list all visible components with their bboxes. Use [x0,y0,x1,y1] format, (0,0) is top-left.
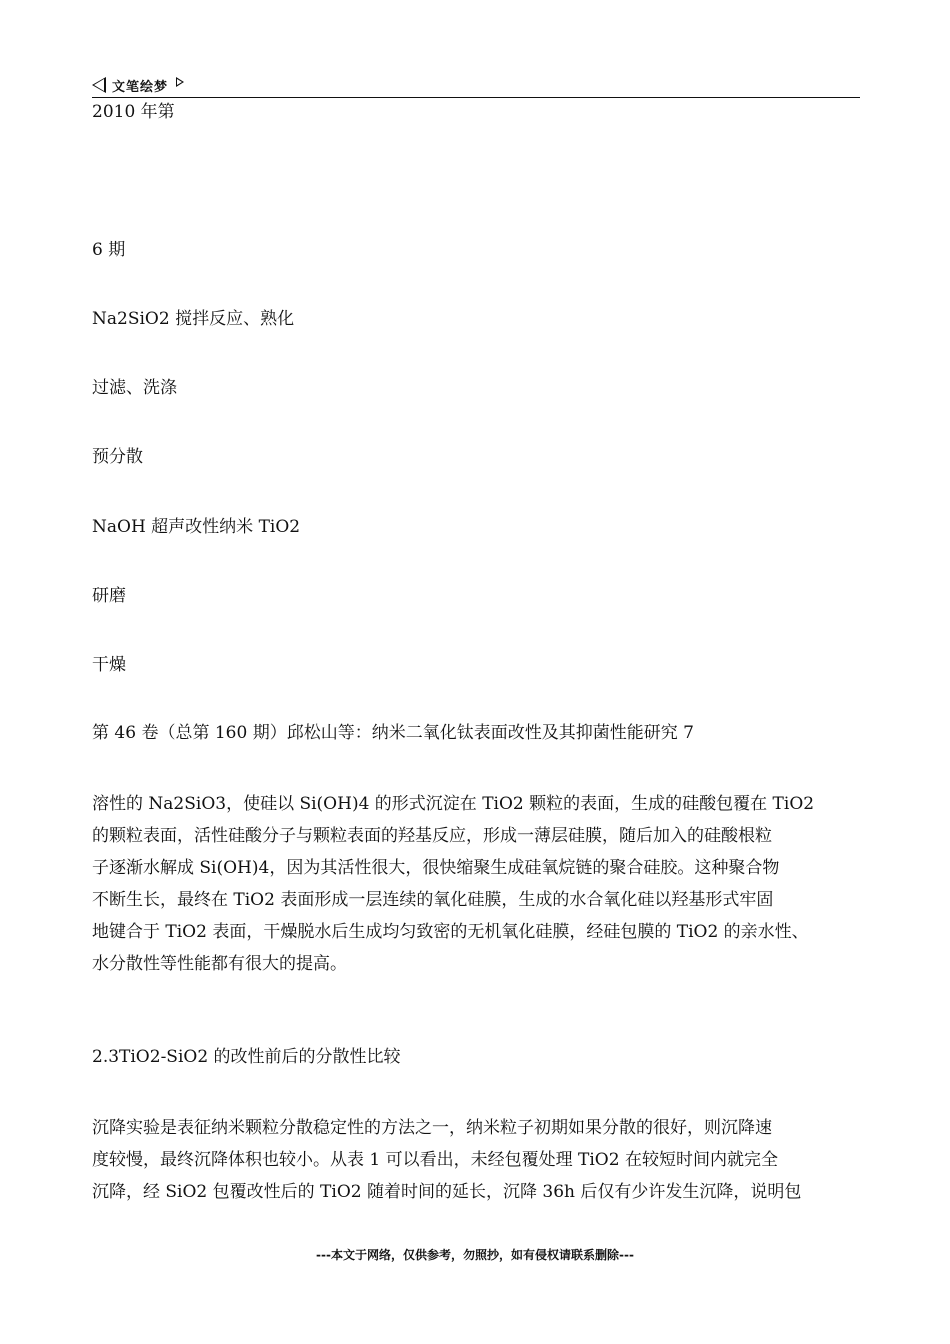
flow-step-predispersion: 预分散 [92,447,143,467]
body-paragraph-2 [92,1112,862,1208]
brand-name: 文笔绘梦 [112,79,169,95]
page-header [92,74,860,98]
flow-step-grinding: 研磨 [92,586,126,606]
paragraph-line: 度较慢，最终沉降体积也较小。从表 1 可以看出，未经包覆处理 TiO2 在较短时间内就完全 [92,1150,778,1170]
paragraph-line: 水分散性等性能都有很大的提高。 [92,954,347,974]
paragraph-line: 溶性的 Na2SiO3，使硅以 Si(OH)4 的形式沉淀在 TiO2 颗粒的表面，生成的硅酸包覆在 TiO2 [92,794,815,814]
year-label: 2010 年第 [92,102,175,122]
paragraph-line: 的颗粒表面，活性硅酸分子与颗粒表面的羟基反应，形成一薄层硅膜，随后加入的硅酸根粒 [92,826,772,846]
triangle-right-icon [176,77,184,87]
running-head: 第 46 卷（总第 160 期）邱松山等：纳米二氧化钛表面改性及其抑菌性能研究 7 [92,723,694,743]
paragraph-line: 子逐渐水解成 Si(OH)4，因为其活性很大，很快缩聚生成硅氧烷链的聚合硅胶。这种聚合物 [92,858,780,878]
header-brand [92,74,184,96]
paragraph-line: 不断生长，最终在 TiO2 表面形成一层连续的氧化硅膜，生成的水合氧化硅以羟基形式牢固 [92,890,774,910]
section-heading: 2.3TiO2-SiO2 的改性前后的分散性比较 [92,1047,401,1067]
triangle-left-icon [92,77,106,93]
paragraph-line: 沉降实验是表征纳米颗粒分散稳定性的方法之一，纳米粒子初期如果分散的很好，则沉降速 [92,1118,772,1138]
flow-step-filtering: 过滤、洗涤 [92,378,177,398]
flow-step-drying: 干燥 [92,655,126,675]
paragraph-line: 沉降，经 SiO2 包覆改性后的 TiO2 随着时间的延长，沉降 36h 后仅有少许发生沉降，说明包 [92,1182,802,1202]
flow-step-ultrasonic: NaOH 超声改性纳米 TiO2 [92,517,301,537]
header-divider [92,97,860,98]
body-paragraph-1 [92,788,862,980]
paragraph-line: 地键合于 TiO2 表面，干燥脱水后生成均匀致密的无机氧化硅膜，经硅包膜的 TiO2 的亲水性、 [92,922,809,942]
issue-label: 6 期 [92,240,126,260]
flow-step-mixing: Na2SiO2 搅拌反应、熟化 [92,309,295,329]
footer-disclaimer: ---本文于网络，仅供参考，勿照抄，如有侵权请联系删除--- [316,1248,634,1262]
